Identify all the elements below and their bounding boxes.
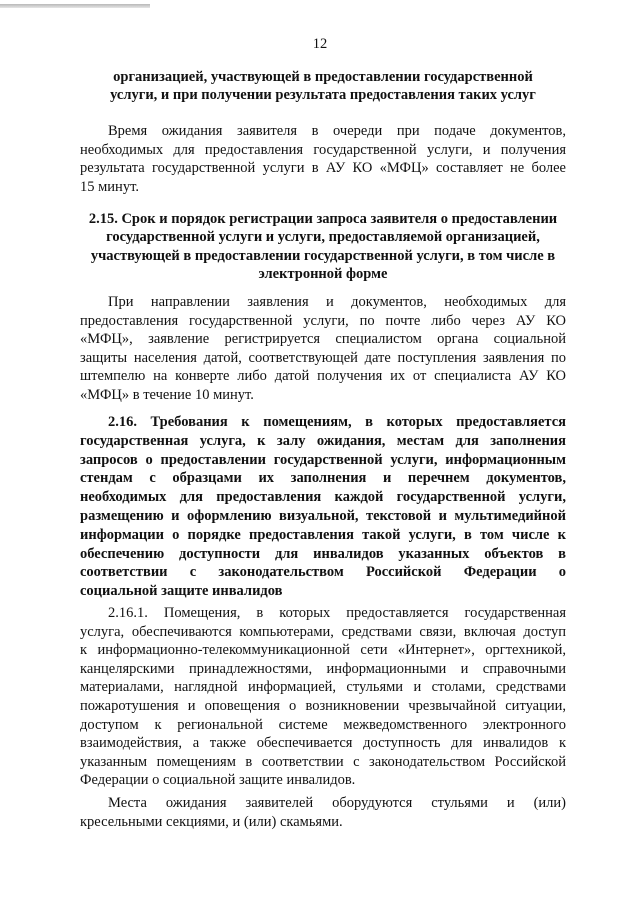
heading-line: услуги, и при получении результата предоставления таких услуг xyxy=(110,87,536,104)
paragraph-line: «МФЦ» в течение 10 минут. xyxy=(80,386,254,403)
paragraph-line: к информационно-телекоммуникационной сети «Интернет», оргтехникой, xyxy=(80,642,566,659)
paragraph-line: необходимых для предоставления государственной услуги, и получения xyxy=(80,141,566,158)
paragraph-line: пожаротушения и оповещения о возникновении чрезвычайной ситуации, xyxy=(80,697,566,714)
paragraph-line: Время ожидания заявителя в очереди при подаче документов, xyxy=(108,123,566,139)
paragraph-line: 15 минут. xyxy=(80,178,139,195)
paragraph-line: При направлении заявления и документов, необходимых для xyxy=(108,294,566,310)
paragraph-waiting-places xyxy=(80,794,566,831)
section-2-15-paragraph xyxy=(80,293,566,405)
paragraph-line: результата государственной услуги в АУ КО «МФЦ» составляет не более xyxy=(80,160,566,177)
paragraph-line: 2.16.1. Помещения, в которых предоставляется государственная xyxy=(108,605,566,621)
heading-line: необходимых для предоставления каждой государственной услуги, xyxy=(80,489,566,506)
heading-line: организацией, участвующей в предоставлении государственной xyxy=(113,69,533,85)
paragraph-line: услуга, обеспечиваются компьютерами, средствами связи, включая доступ xyxy=(80,623,566,640)
paragraph-line: указанным помещениям в соответствии с законодательством Российской xyxy=(80,753,566,770)
heading-line: государственная услуга, к залу ожидания, местам для заполнения xyxy=(80,432,566,449)
section-2-16-1-paragraph xyxy=(80,604,566,790)
heading-line: информации о порядке предоставления такой услуги, в том числе к xyxy=(80,526,566,543)
paragraph-line: штемпелю на конверте либо датой получения их от специалиста АУ КО xyxy=(80,368,566,385)
paragraph-line: доступом к региональной системе межведомственного электронного xyxy=(80,716,566,733)
heading-continuation xyxy=(80,68,566,105)
paragraph-line: взаимодействия, а также обеспечивается доступность для инвалидов к xyxy=(80,735,566,752)
paragraph-line: материалами, наглядной информацией, стульями и столами, средствами xyxy=(80,679,566,696)
heading-line: государственной услуги и услуги, предоставляемой организацией, xyxy=(106,229,540,246)
heading-line: размещению и оформлению визуальной, текстовой и мультимедийной xyxy=(80,507,566,524)
heading-line: электронной форме xyxy=(258,266,388,283)
paragraph-line: Федерации о социальной защите инвалидов. xyxy=(80,772,356,789)
paragraph-waiting-time xyxy=(80,122,566,196)
heading-line: 2.16. Требования к помещениям, в которых предоставляется xyxy=(108,414,566,430)
paragraph-line: «МФЦ», заявление регистрируется специалистом органа социальной xyxy=(80,331,566,348)
section-2-16-heading xyxy=(80,413,566,601)
heading-line: запросов о предоставлении государственной услуги, информационным xyxy=(80,451,566,468)
paragraph-line: Места ожидания заявителей оборудуются стульями и (или) xyxy=(108,795,566,811)
heading-line: 2.15. Срок и порядок регистрации запроса заявителя о предоставлении xyxy=(88,211,558,227)
heading-line: участвующей в предоставлении государственной услуги, в том числе в xyxy=(90,247,556,264)
scan-edge-mark xyxy=(0,4,150,8)
heading-line: стендам с образцами их заполнения и перечнем документов, xyxy=(80,470,566,487)
paragraph-line: кресельными секциями, и (или) скамьями. xyxy=(80,813,343,830)
paragraph-line: предоставления государственной услуги, по почте либо через АУ КО xyxy=(80,312,566,329)
heading-line: соответствии с законодательством Российской Федерации о xyxy=(80,564,566,581)
paragraph-line: канцелярскими принадлежностями, информационными и справочными xyxy=(80,660,566,677)
section-2-15-heading xyxy=(78,210,568,284)
page-number: 12 xyxy=(312,36,328,52)
heading-line: обеспечению доступности для инвалидов указанных объектов в xyxy=(80,545,566,562)
paragraph-line: защиты населения датой, соответствующей дате поступления заявления по xyxy=(80,349,566,366)
heading-line: социальной защите инвалидов xyxy=(80,583,283,600)
